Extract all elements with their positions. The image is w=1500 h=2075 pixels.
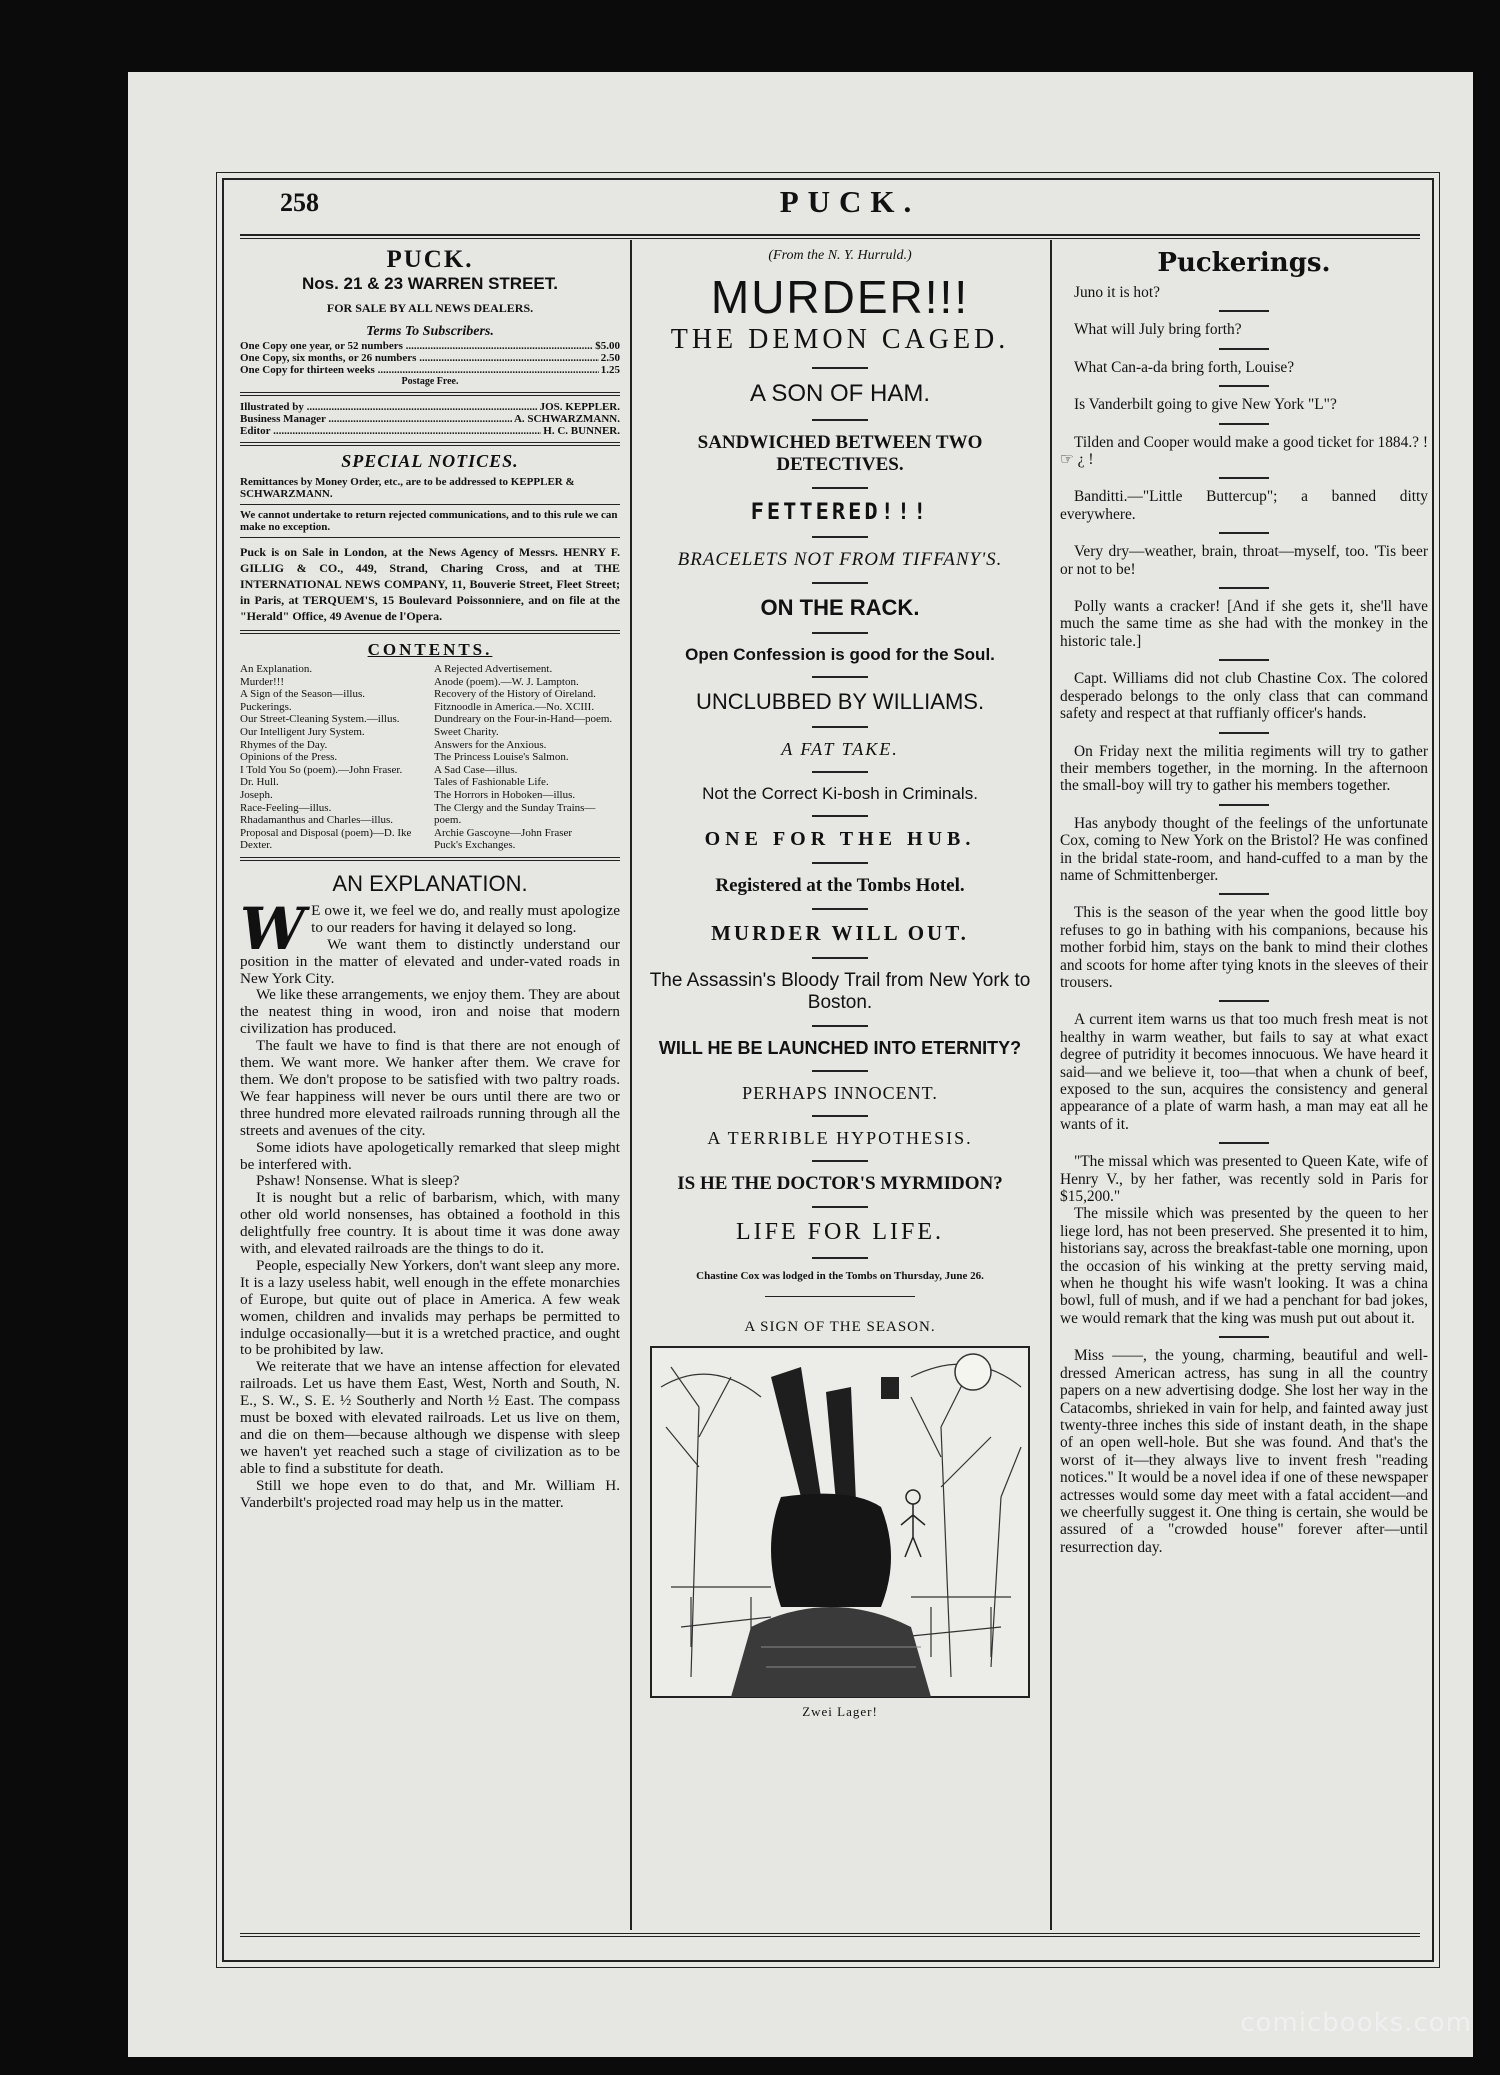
separator <box>812 908 868 910</box>
separator <box>1219 423 1269 425</box>
separator <box>1219 348 1269 350</box>
contents-entry: Rhadamanthus and Charles—illus. <box>240 814 394 827</box>
contents-entry: The Clergy and the Sunday Trains—poem. <box>434 801 596 827</box>
contents-entry: I Told You So (poem).—John Fraser. <box>240 763 403 776</box>
puckering-item <box>1060 396 1428 413</box>
headline-unclubbed: UNCLUBBED BY WILLIAMS. <box>695 689 985 714</box>
staff-name: JOS. KEPPLER. <box>539 401 620 413</box>
notice-rejected: We cannot undertake to return rejected communications, and to this rule we can make no exception. <box>240 509 618 533</box>
contents-entry: Our Intelligent Jury System. <box>240 725 365 738</box>
price-value: 1.25 <box>600 364 620 376</box>
price-label: One Copy one year, or 52 numbers ..... <box>240 340 593 352</box>
price-value: $5.00 <box>595 340 620 352</box>
separator <box>1219 1142 1269 1144</box>
divider <box>240 392 620 396</box>
contents-entry: An Explanation. <box>240 663 313 675</box>
separator <box>812 957 868 959</box>
contents-column-left <box>240 663 426 852</box>
missal-item <box>1060 1153 1428 1327</box>
divider <box>240 504 620 505</box>
article-paragraph: Pshaw! Nonsense. What is sleep? <box>256 1172 460 1190</box>
contents-heading: CONTENTS. <box>367 640 493 659</box>
puckerings-heading: Puckerings. <box>1157 248 1331 278</box>
price-row <box>240 364 620 376</box>
headline-ki-bosh: Not the Correct Ki-bosh in Criminals. <box>702 784 978 803</box>
staff-role: Illustrated by ..... <box>240 401 538 413</box>
actress-body: Miss ——, the young, charming, beautiful and well-dressed American actress, has sung in all the country papers on a new advertising dodge. She lost her way in the Catacombs, shrieked in vain for help, and fainted away just twenty-three inches this side of instant death, in the shape of an open well-hole. But she was found. And that's the worst of it—they always live to invent fresh "reading notices." It would be a novel idea if one of these newspaper actresses would some day meet with a fatal accident—and we cheerfully suggest it. One thing is certain, she would be assured of a "crowded house" forever after—until resurrection day. <box>1060 1347 1428 1556</box>
illustration-two-fingers-hand <box>650 1346 1030 1698</box>
headline-terrible-hypothesis: A TERRIBLE HYPOTHESIS. <box>707 1128 973 1148</box>
headline-fat-take: A FAT TAKE. <box>781 739 899 759</box>
article-paragraph: E owe it, we feel we do, and really must apologize to our readers for having it delayed so long. <box>311 901 620 936</box>
staff-name: A. SCHWARZMANN. <box>513 413 620 425</box>
illustration-caption: Zwei Lager! <box>802 1704 878 1719</box>
moon-lamp <box>955 1354 991 1390</box>
headline-fettered: FETTERED!!! <box>750 500 930 525</box>
separator <box>1219 1000 1269 1002</box>
puckering-text: What Can-a-da bring forth, Louise? <box>1074 358 1295 376</box>
puckering-text: Polly wants a cracker! [And if she gets it, she'll have much the same time as she had with the monkey in the historic tale.] <box>1060 598 1428 650</box>
special-notices-heading: SPECIAL NOTICES. <box>341 451 519 471</box>
contents-entry: Tales of Fashionable Life. <box>434 776 549 789</box>
article-paragraph: The fault we have to find is that there are not enough of them. We want more. We hanker after them. We crave for them. We don't propose to be satisfied with two paltry roads. We fear happiness will never be ours until there are two or three hundred more elevated railroads running through all the streets and avenues of the city. <box>240 1037 620 1139</box>
separator <box>812 1206 868 1208</box>
headline-murder: MURDER!!! <box>710 271 970 323</box>
contents-entry: Recovery of the History of Oireland. <box>434 688 596 701</box>
contents-entry: Archie Gascoyne—John Fraser <box>434 826 573 839</box>
source-credit: (From the N. Y. Hurruld.) <box>768 248 912 263</box>
notice-remittances: Remittances by Money Order, etc., are to be addressed to KEPPLER & SCHWARZMANN. <box>240 476 575 500</box>
contents-entry: Anode (poem).—W. J. Lampton. <box>434 675 579 688</box>
puckering-item <box>1060 488 1428 523</box>
missal-body: The missile which was presented by the queen to her liege lord, has not been preserved. She presented it to him, historians say, across the breakfast-table one morning, upon the occasion of his winking at the pretty serving maid, when he thought his wife wasn't looking. It was a china bowl, full of mush, and if we had a penchant for bad jokes, we would remark that the king was mush put out about it. <box>1060 1205 1428 1327</box>
headline-open-confession: Open Confession is good for the Soul. <box>685 645 995 664</box>
separator <box>812 632 868 634</box>
contents-entry: A Sad Case—illus. <box>434 763 518 776</box>
contents-entry: Answers for the Anxious. <box>434 738 547 751</box>
separator <box>1219 732 1269 734</box>
article-paragraph: We want them to distinctly understand our position in the matter of elevated and under-vated roads in New York City. <box>240 935 620 987</box>
column-center <box>640 242 1040 1720</box>
article-paragraph: Some idiots have apologetically remarked that sleep might be interfered with. <box>240 1138 620 1173</box>
puckering-item <box>1060 284 1428 301</box>
article-paragraph: People, especially New Yorkers, don't want sleep any more. It is a lazy useless habit, well enough in the effete monarchies of Europe, but quite out of place in America. A few weak women, children and invalids may perhaps be permitted to indulge occasionally—but it is a wretched practice, and ought to be prohibited by law. <box>240 1256 620 1359</box>
publication-address: Nos. 21 & 23 WARREN STREET. <box>301 274 558 293</box>
puckering-text: Banditti.—"Little Buttercup"; a banned ditty everywhere. <box>1060 488 1428 523</box>
contents-entry: The Princess Louise's Salmon. <box>434 751 569 764</box>
headline-demon-caged: THE DEMON CAGED. <box>670 324 1010 355</box>
separator <box>812 676 868 678</box>
separator <box>812 1025 868 1027</box>
separator <box>1219 532 1269 534</box>
ornamental-rule <box>765 1296 915 1297</box>
price-row <box>240 340 620 352</box>
separator <box>1219 587 1269 589</box>
separator <box>812 487 868 489</box>
contents-entry: Rhymes of the Day. <box>240 738 328 751</box>
price-value: 2.50 <box>600 352 620 364</box>
contents-column-right <box>434 663 620 852</box>
puckering-item <box>1060 359 1428 376</box>
headline-sandwiched: SANDWICHED BETWEEN TWO DETECTIVES. <box>697 432 983 475</box>
headline-on-the-rack: ON THE RACK. <box>760 595 920 620</box>
headline-bloody-trail: The Assassin's Bloody Trail from New York to Boston. <box>649 970 1031 1013</box>
staff-list <box>240 401 620 437</box>
contents-entry: A Rejected Advertisement. <box>434 663 553 675</box>
separator <box>1219 385 1269 387</box>
header-rule <box>240 234 1420 239</box>
article-paragraph: We reiterate that we have an intense affection for elevated railroads. Let us have them East, West, North and South, N. E., S. W., S. E. ½ Southerly and North ½ East. The compass must be boxed with elevated railroads. Let us live on them, and die on them—because although we dispense with sleep we haven't yet reached such a stage of civilization as to be able to find a substitute for death. <box>240 1358 620 1477</box>
divider <box>240 442 620 446</box>
separator <box>1219 804 1269 806</box>
drop-cap: W <box>240 894 306 963</box>
column-right <box>1060 242 1428 1556</box>
column-divider-right <box>1050 240 1052 1930</box>
divider <box>240 630 620 634</box>
separator <box>812 419 868 421</box>
masthead-title: PUCK. <box>779 184 921 219</box>
staff-role: Business Manager ..... <box>240 413 512 425</box>
separator <box>812 1115 868 1117</box>
contents-entry: Sweet Charity. <box>434 725 499 738</box>
contents-entry: Race-Feeling—illus. <box>240 801 332 814</box>
puckering-text: A current item warns us that too much fresh meat is not healthy in warm weather, but fails to say at what exact degree of putridity it becomes innocuous. We have heard it said—and we believe it, too—that when a chunk of beef, exposed to the sun, acquires the consistency and general appearance of a plate of warm hash, a man may eat all he wants of it. <box>1060 1011 1428 1133</box>
headline-life-for-life: LIFE FOR LIFE. <box>735 1219 944 1245</box>
price-label: One Copy for thirteen weeks ..... <box>240 364 599 376</box>
terms-heading: Terms To Subscribers. <box>366 324 494 339</box>
publication-title: PUCK. <box>386 246 474 273</box>
headline-perhaps-innocent: PERHAPS INNOCENT. <box>742 1083 938 1103</box>
contents-entry: Puckerings. <box>240 700 292 713</box>
puckering-item <box>1060 1011 1428 1133</box>
puckering-text: What will July bring forth? <box>1074 321 1242 339</box>
actress-item <box>1060 1347 1428 1556</box>
contents-entry: Murder!!! <box>240 675 284 688</box>
contents-entry: The Horrors in Hoboken—illus. <box>434 788 576 801</box>
separator <box>812 726 868 728</box>
puckering-text: Capt. Williams did not club Chastine Cox. The colored desperado belongs to the only class that can command safety and respect at that ruffianly officer's hands. <box>1060 670 1428 723</box>
separator <box>1219 310 1269 312</box>
staff-name: H. C. BUNNER. <box>543 425 620 437</box>
headline-son-of-ham: A SON OF HAM. <box>749 380 931 407</box>
puckering-text: Has anybody thought of the feelings of the unfortunate Cox, coming to New York on the Bristol? He was confined in the bridal state-room, and hand-cuffed to a man by the name of Schmittenberger. <box>1060 814 1428 884</box>
puckering-item <box>1060 598 1428 650</box>
price-list <box>240 340 620 376</box>
separator <box>1219 659 1269 661</box>
contents-entry: Dr. Hull. <box>240 776 279 789</box>
separator <box>812 771 868 773</box>
puckering-text: Is Vanderbilt going to give New York "L"? <box>1074 396 1337 414</box>
puckering-item <box>1060 815 1428 885</box>
price-row <box>240 352 620 364</box>
watermark: comicbooks.com <box>1240 2008 1472 2038</box>
separator <box>812 1160 868 1162</box>
headline-registered: Registered at the Tombs Hotel. <box>715 875 965 896</box>
article-paragraph: Still we hope even to do that, and Mr. William H. Vanderbilt's projected road may help us in the matter. <box>240 1476 620 1511</box>
separator <box>812 862 868 864</box>
contents-entry: Puck's Exchanges. <box>434 839 516 852</box>
separator <box>812 1070 868 1072</box>
divider <box>240 857 620 861</box>
column-divider-left <box>630 240 632 1930</box>
divider <box>240 537 620 538</box>
puckering-text: This is the season of the year when the good little boy refuses to go in bathing with his companions, because his mother forbid him, stays on the bank to mind their clothes and scoots for home after tying knots in the sleeves of their trousers. <box>1060 904 1428 991</box>
article-title: AN EXPLANATION. <box>332 870 528 896</box>
puckering-item <box>1060 670 1428 722</box>
headline-one-for-the-hub: ONE FOR THE HUB. <box>704 828 976 850</box>
staff-row <box>240 401 620 413</box>
separator <box>1219 477 1269 479</box>
staff-role: Editor ..... <box>240 425 541 437</box>
contents-entry: A Sign of the Season—illus. <box>240 688 365 701</box>
separator <box>1219 893 1269 895</box>
contents-entry: Opinions of the Press. <box>240 751 338 764</box>
separator <box>812 367 868 369</box>
headline-murder-will-out: MURDER WILL OUT. <box>711 921 969 945</box>
headline-bracelets: BRACELETS NOT FROM TIFFANY'S. <box>677 549 1003 570</box>
article-paragraph: It is nought but a relic of barbarism, which, with many other old world nonsenses, has obtained a foothold in this delightfully free country. It is about time it was done away with, and elevated railroads are the things to do it. <box>240 1189 620 1258</box>
puckering-text: On Friday next the militia regiments will try to gather their members together, in the morning. In the afternoon the small-boy will try to gather his members together. <box>1060 742 1428 795</box>
price-label: One Copy, six months, or 26 numbers ..... <box>240 352 599 364</box>
headline-doctors-myrmidon: IS HE THE DOCTOR'S MYRMIDON? <box>677 1173 1003 1194</box>
separator <box>812 1257 868 1259</box>
puckering-text: Juno it is hot? <box>1074 284 1160 301</box>
contents-entry: Joseph. <box>240 788 273 801</box>
staff-row <box>240 425 620 437</box>
article-paragraph: We like these arrangements, we enjoy them. They are about the neatest thing in wood, iron and noise that modern civilization has produced. <box>240 986 620 1038</box>
illustration-title: A SIGN OF THE SEASON. <box>744 1319 936 1335</box>
postage-note: Postage Free. <box>401 376 459 387</box>
notice-sale-abroad: Puck is on Sale in London, at the News Agency of Messrs. HENRY F. GILLIG & CO., 449, Strand, Charing Cross, and at THE INTERNATIONAL NEWS COMPANY, 11, Bouverie Street, Fleet Street; in Paris, at TERQUEM'S, 15 Boulevard Poissonniere, and on file at the "Herald" Office, 49 Avenue de l'Opera. <box>240 545 620 623</box>
separator <box>812 582 868 584</box>
birdhouse <box>881 1377 899 1399</box>
footer-rule <box>240 1933 1420 1937</box>
puckering-text: Tilden and Cooper would make a good ticket for 1884.? ! ☞ ¿ ! <box>1060 433 1428 469</box>
puckerings-list <box>1060 284 1428 1144</box>
puckering-item <box>1060 434 1428 469</box>
separator <box>812 815 868 817</box>
contents-entry: Fitznoodle in America.—No. XCIII. <box>434 700 595 713</box>
puckering-item <box>1060 543 1428 578</box>
contents-table <box>240 663 620 852</box>
column-left <box>240 242 620 1512</box>
separator <box>1219 1336 1269 1338</box>
puckering-text: Very dry—weather, brain, throat—myself, too. 'Tis beer or not to be! <box>1060 543 1428 578</box>
sale-notice: FOR SALE BY ALL NEWS DEALERS. <box>326 301 534 315</box>
separator <box>812 536 868 538</box>
staff-row <box>240 413 620 425</box>
puckering-item <box>1060 904 1428 991</box>
tombs-note: Chastine Cox was lodged in the Tombs on Thursday, June 26. <box>696 1270 984 1282</box>
contents-entry: Our Street-Cleaning System.—illus. <box>240 713 400 726</box>
contents-entry: Proposal and Disposal (poem)—D. Ike Dexter. <box>240 826 412 852</box>
headline-eternity: WILL HE BE LAUNCHED INTO ETERNITY? <box>658 1038 1022 1058</box>
page-number: 258 <box>280 188 319 217</box>
contents-entry: Dundreary on the Four-in-Hand—poem. <box>434 713 613 726</box>
missal-quote: "The missal which was presented to Queen Kate, wife of Henry V., by her father, was recently sold in Paris for $15,200." <box>1060 1153 1428 1206</box>
puckering-item <box>1060 743 1428 795</box>
puckering-item <box>1060 321 1428 338</box>
article-body <box>240 894 620 1512</box>
